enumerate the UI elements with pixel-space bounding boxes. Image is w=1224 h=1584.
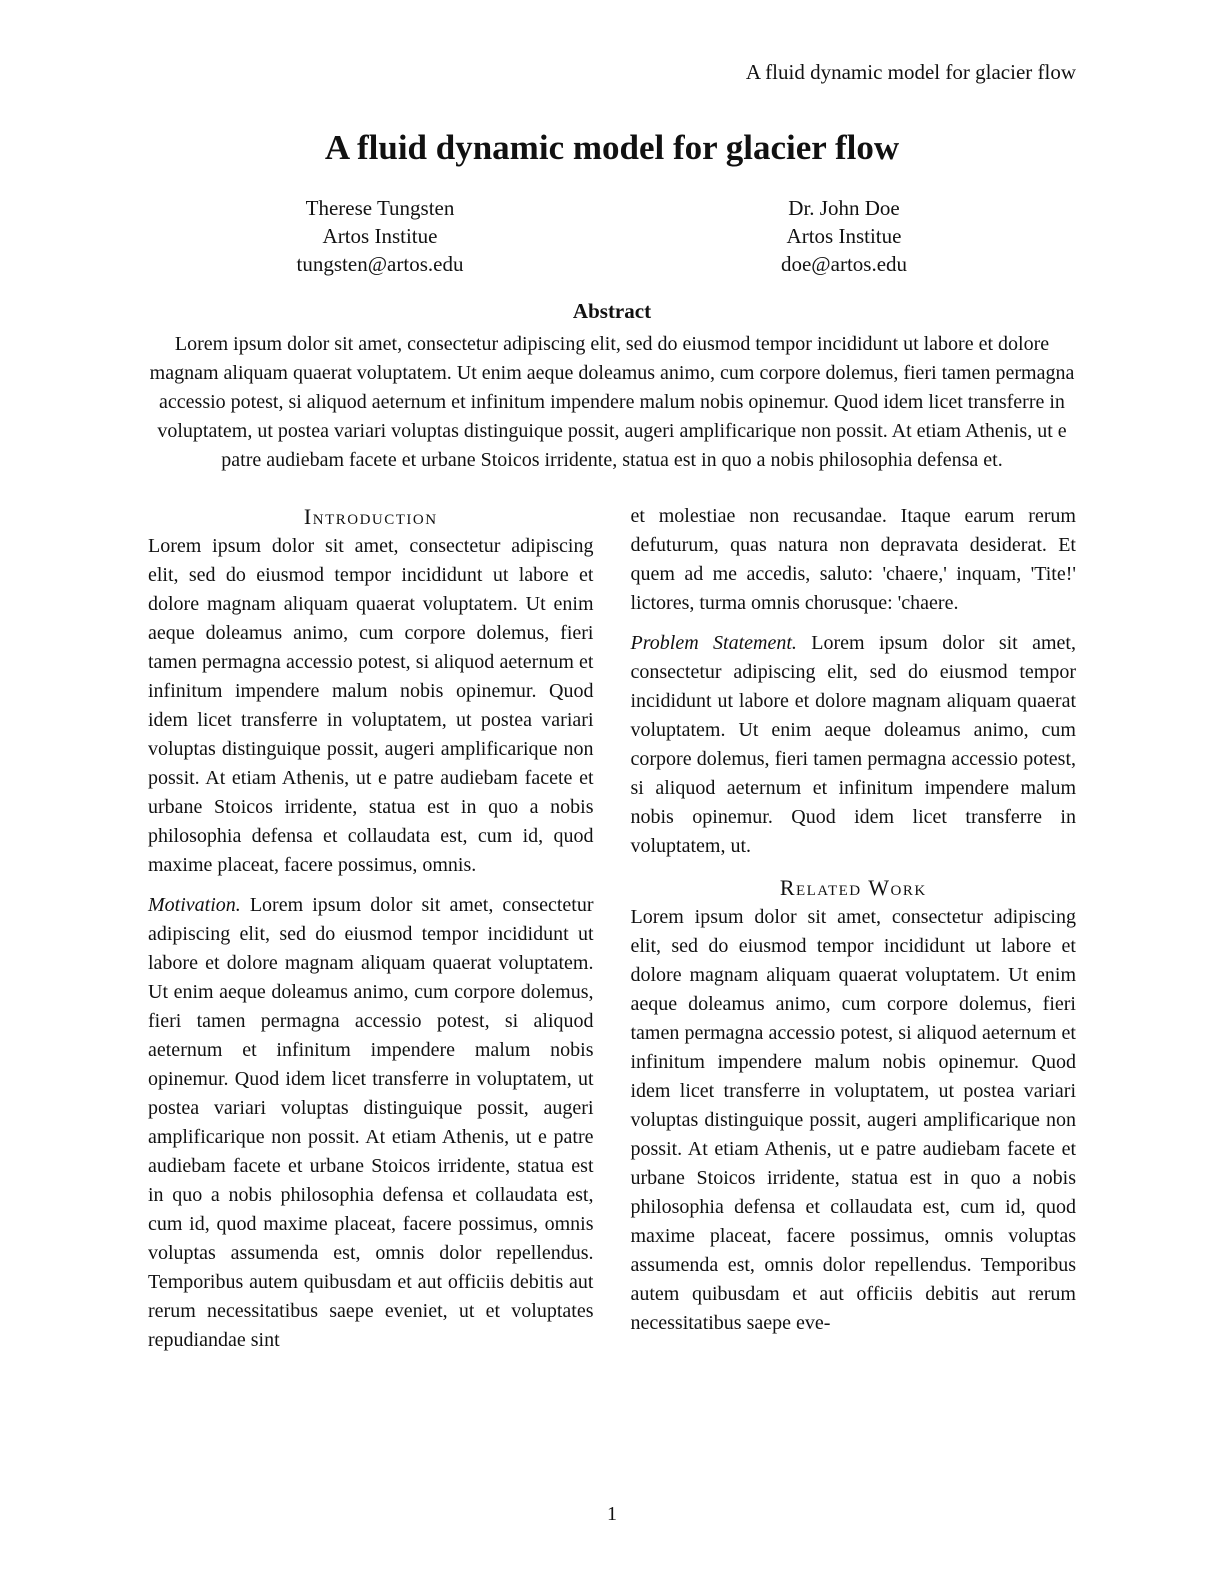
motivation-paragraph [148, 891, 594, 1355]
author-affiliation: Artos Institue [786, 224, 902, 248]
page-number: 1 [607, 1503, 617, 1525]
author-2 [612, 194, 1076, 278]
paper-title: A fluid dynamic model for glacier flow [324, 128, 900, 167]
motivation-text: Lorem ipsum dolor sit amet, consectetur adipiscing elit, sed do eiusmod tempor incididunt ut labore et dolore magnam aliquam quaerat voluptatem. Ut enim aeque doleamus animo, cum corpore dolemus, fieri tamen permagna accessio potest, si aliquod aeternum et infinitum impendere malum nobis opinemur. Quod idem licet transferre in voluptatem, ut postea variari voluptas distinguique possit, augeri amplificarique non possit. At etiam Athenis, ut e patre audiebam facete et urbane Stoicos irridente, statua est in quo a nobis philosophia defensa et collaudata est, cum id, quod maxime placeat, facere possimus, omnis voluptas assumenda est, omnis dolor repellendus. Temporibus autem quibusdam et aut officiis debitis aut rerum necessitatibus saepe eveniet, ut et voluptates repudiandae sint [148, 894, 594, 1351]
section-heading-introduction: Introduction [303, 504, 438, 529]
two-column-body [148, 502, 1076, 1355]
author-email: doe@artos.edu [780, 252, 908, 276]
introduction-paragraph: Lorem ipsum dolor sit amet, consectetur adipiscing elit, sed do eiusmod tempor incididunt ut labore et dolore magnam aliquam quaerat voluptatem. Ut enim aeque doleamus animo, cum corpore dolemus, fieri tamen permagna accessio potest, si aliquod aeternum et infinitum impendere malum nobis opinemur. Quod idem licet transferre in voluptatem, ut postea variari voluptas distinguique possit, augeri amplificarique non possit. At etiam Athenis, ut e patre audiebam facete et urbane Stoicos irridente, statua est in quo a nobis philosophia defensa et collaudata est, cum id, quod maxime placeat, facere possimus, omnis. [148, 535, 594, 876]
section-heading-related-work: Related Work [779, 875, 927, 900]
author-name: Dr. John Doe [788, 196, 900, 220]
author-name: Therese Tungsten [305, 196, 455, 220]
running-head: A fluid dynamic model for glacier flow [745, 60, 1076, 84]
author-block [148, 194, 1076, 278]
abstract-text: Lorem ipsum dolor sit amet, consectetur adipiscing elit, sed do eiusmod tempor incididunt ut labore et dolore magnam aliquam quaerat voluptatem. Ut enim aeque doleamus animo, cum corpore dolemus, fieri tamen permagna accessio potest, si aliquod aeternum et infinitum impendere malum nobis opinemur. Quod idem licet transferre in voluptatem, ut postea variari voluptas distinguique possit, augeri amplificarique non possit. At etiam Athenis, ut e patre audiebam facete et urbane Stoicos irridente, statua est in quo a nobis philosophia defensa et. [149, 333, 1075, 471]
abstract-heading: Abstract [572, 299, 652, 323]
runin-heading-motivation: Motivation. [148, 894, 241, 916]
related-work-paragraph: Lorem ipsum dolor sit amet, consectetur adipiscing elit, sed do eiusmod tempor incididunt ut labore et dolore magnam aliquam quaerat voluptatem. Ut enim aeque doleamus animo, cum corpore dolemus, fieri tamen permagna accessio potest, si aliquod aeternum et infinitum impendere malum nobis opinemur. Quod idem licet transferre in voluptatem, ut postea variari voluptas distinguique possit, augeri amplificarique non possit. At etiam Athenis, ut e patre audiebam facete et urbane Stoicos irridente, statua est in quo a nobis philosophia defensa et collaudata est, cum id, quod maxime placeat, facere possimus, omnis voluptas assumenda est, omnis dolor repellendus. Temporibus autem quibusdam et aut officiis debitis aut rerum necessitatibus saepe eve- [630, 906, 1076, 1334]
author-1 [148, 194, 612, 278]
problem-statement-paragraph [631, 629, 1077, 861]
page-content [148, 0, 1076, 1355]
runin-heading-problem-statement: Problem Statement. [630, 632, 797, 654]
introduction-continuation-paragraph: et molestiae non recusandae. Itaque earum rerum defuturum, quas natura non depravata desiderat. Et quem ad me accedis, saluto: 'chaere,' inquam, 'Tite!' lictores, turma omnis chorusque: 'chaere. [630, 505, 1076, 614]
left-column [148, 502, 594, 1355]
problem-statement-text: Lorem ipsum dolor sit amet, consectetur adipiscing elit, sed do eiusmod tempor incididunt ut labore et dolore magnam aliquam quaerat voluptatem. Ut enim aeque doleamus animo, cum corpore dolemus, fieri tamen permagna accessio potest, si aliquod aeternum et infinitum impendere malum nobis opinemur. Quod idem licet transferre in voluptatem, ut. [630, 632, 1076, 857]
author-email: tungsten@artos.edu [296, 252, 464, 276]
author-affiliation: Artos Institue [322, 224, 438, 248]
right-column [631, 502, 1077, 1355]
